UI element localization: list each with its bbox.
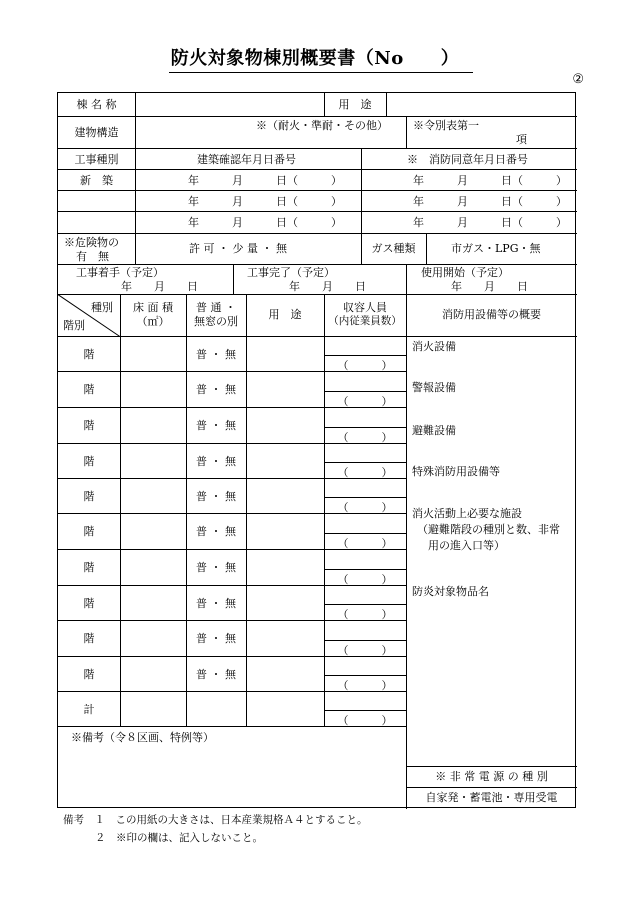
col-rule: [406, 294, 407, 726]
col-rule: [233, 264, 234, 294]
hazard-options: 許 可 ・ 少 量 ・ 無: [189, 242, 287, 255]
capacity-split: [324, 675, 406, 676]
page-mark: ②: [572, 72, 584, 87]
power-rule: [406, 766, 577, 767]
complete-label: 工事完了（予定）: [247, 266, 335, 279]
floor-cell-6: 階: [83, 561, 95, 574]
area-label-1: 床 面 積: [133, 301, 173, 314]
col-rule: [361, 148, 362, 233]
window-label-1: 普 通 ・: [196, 301, 236, 314]
power-label: ※ 非 常 電 源 の 種 別: [435, 770, 548, 783]
capacity-paren-10: （ ）: [337, 714, 393, 727]
hazard-label-2: 有 無: [76, 250, 109, 263]
window-cell-7: 普 ・ 無: [196, 596, 236, 610]
capacity-paren-4: （ ）: [337, 501, 393, 514]
floor-cell-9: 階: [83, 667, 95, 681]
structure-options: ※（耐火・準耐・その他）: [256, 119, 388, 132]
capacity-paren-3: （ ）: [337, 466, 393, 479]
window-cell-4: 普 ・ 無: [196, 489, 236, 503]
equipment-1: 警報設備: [412, 381, 456, 394]
hazard-label-1: ※危険物の: [64, 236, 119, 249]
new-build-label: 新 築: [80, 174, 113, 187]
date-row-left-1: 年 月 日（ ）: [188, 195, 342, 208]
floor-cell-2: 階: [83, 419, 95, 432]
use-col-label: 用 途: [268, 308, 302, 321]
equipment-4: 消火活動上必要な施設: [412, 507, 522, 520]
use-start-label: 使用開始（予定）: [421, 266, 509, 279]
power-options: 自家発・蓄電池・専用受電: [425, 791, 558, 804]
equipment-0: 消火設備: [412, 340, 456, 353]
capacity-split: [324, 497, 406, 498]
window-cell-1: 普 ・ 無: [196, 383, 236, 396]
date-row-left-2: 年 月 日（ ）: [188, 216, 342, 229]
date-row-left-0: 年 月 日（ ）: [188, 174, 342, 187]
kind-label: 種別: [91, 301, 113, 314]
gas-options: 市ガス・LPG・無: [451, 242, 541, 255]
capacity-split: [324, 355, 406, 356]
fire-col-label: 消防用設備等の概要: [442, 308, 541, 321]
window-label-2: 無窓の別: [194, 315, 238, 328]
capacity-paren-1: （ ）: [337, 395, 393, 408]
capacity-split: [324, 427, 406, 428]
start-date: 年 月 日: [121, 280, 198, 293]
area-label-2: （㎡）: [136, 315, 170, 328]
equipment-2: 避難設備: [412, 424, 456, 437]
gas-label: ガス種類: [371, 242, 416, 255]
floor-cell-1: 階: [83, 383, 95, 396]
complete-date: 年 月 日: [289, 280, 366, 293]
date-row-right-2: 年 月 日（ ）: [413, 216, 567, 229]
use-start-date: 年 月 日: [451, 280, 528, 293]
equipment-3: 特殊消防用設備等: [412, 465, 500, 478]
consent-no-label: ※ 消防同意年月日番号: [407, 153, 528, 166]
row-rule: [58, 264, 577, 265]
window-cell-8: 普 ・ 無: [196, 632, 236, 645]
capacity-label-2: （内従業員数）: [328, 315, 402, 327]
col-rule: [386, 93, 387, 116]
col-rule: [406, 264, 407, 294]
work-type-label: 工事種別: [74, 153, 119, 166]
capacity-paren-9: （ ）: [337, 679, 393, 692]
window-cell-9: 普 ・ 無: [196, 667, 236, 681]
floor-cell-4: 階: [83, 489, 95, 503]
capacity-paren-0: （ ）: [337, 359, 393, 372]
capacity-split: [324, 640, 406, 641]
window-cell-3: 普 ・ 無: [196, 454, 236, 468]
row-rule: [58, 294, 577, 295]
capacity-split: [324, 391, 406, 392]
floor-cell-0: 階: [83, 347, 95, 361]
use-label: 用 途: [338, 98, 372, 111]
note-2: ２ ※印の欄は、記入しないこと。: [95, 832, 263, 844]
structure-label: 建物構造: [74, 126, 119, 139]
remarks-label: ※備考（令８区画、特例等）: [71, 731, 214, 744]
floor-col-label: 階別: [63, 319, 85, 332]
date-row-right-0: 年 月 日（ ）: [413, 174, 567, 187]
floor-cell-8: 階: [83, 632, 95, 645]
confirm-no-label: 建築確認年月日番号: [197, 153, 296, 166]
capacity-split: [324, 710, 406, 711]
form-table: [57, 92, 576, 808]
capacity-paren-6: （ ）: [337, 573, 393, 586]
window-cell-0: 普 ・ 無: [196, 347, 236, 361]
total-cell: 計: [83, 702, 95, 716]
capacity-split: [324, 569, 406, 570]
capacity-split: [324, 462, 406, 463]
window-cell-6: 普 ・ 無: [196, 561, 236, 574]
item-label: 項: [516, 133, 527, 146]
header-rule: [58, 336, 577, 337]
appendix-label: ※令別表第一: [413, 119, 479, 132]
form-title: 防火対象物棟別概要書（No ）: [0, 44, 630, 72]
floor-cell-3: 階: [83, 454, 95, 468]
window-cell-2: 普 ・ 無: [196, 419, 236, 432]
capacity-split: [324, 533, 406, 534]
capacity-paren-7: （ ）: [337, 608, 393, 621]
capacity-split: [324, 604, 406, 605]
col-rule-label: [135, 93, 136, 264]
col-rule: [246, 294, 247, 726]
floor-cell-5: 階: [83, 525, 95, 538]
capacity-label-1: 収容人員: [343, 301, 387, 314]
equipment-5: （避難階段の種別と数、非常: [417, 523, 560, 536]
capacity-paren-5: （ ）: [337, 537, 393, 550]
floor-cell-7: 階: [83, 596, 95, 610]
col-rule: [406, 116, 407, 148]
power-rule: [406, 787, 577, 788]
capacity-paren-2: （ ）: [337, 431, 393, 444]
start-label: 工事着手（予定）: [76, 266, 164, 279]
date-row-right-1: 年 月 日（ ）: [413, 195, 567, 208]
col-rule: [426, 233, 427, 264]
note-1: 備考 １ この用紙の大きさは、日本産業規格Ａ４とすること。: [63, 814, 368, 826]
equipment-6: 用の進入口等）: [428, 539, 505, 552]
capacity-paren-8: （ ）: [337, 644, 393, 657]
bldg-name-label: 棟 名 称: [76, 98, 117, 111]
equipment-7: 防炎対象物品名: [412, 585, 489, 598]
window-cell-5: 普 ・ 無: [196, 525, 236, 538]
col-rule: [120, 294, 121, 726]
